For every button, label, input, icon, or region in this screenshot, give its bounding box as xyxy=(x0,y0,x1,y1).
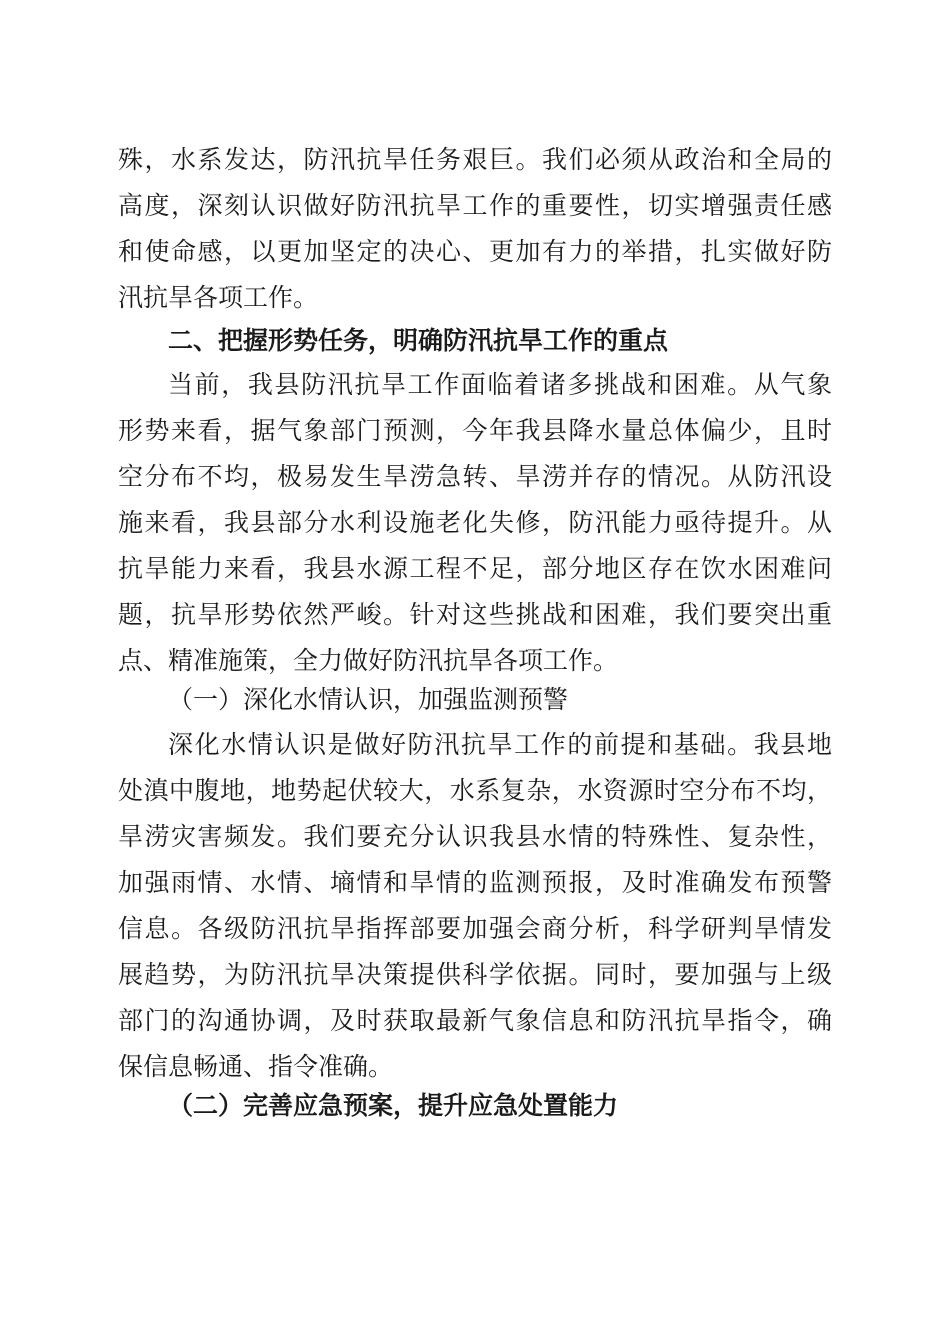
text-line: 题，抗旱形势依然严峻。针对这些挑战和困难，我们要突出重 xyxy=(118,600,832,629)
text-line: 空分布不均，极易发生旱涝急转、旱涝并存的情况。从防汛设 xyxy=(118,462,832,491)
text-line: 形势来看，据气象部门预测，今年我县降水量总体偏少，且时 xyxy=(118,416,832,445)
text-line: 汛抗旱各项工作。 xyxy=(118,283,319,312)
text-line: 和使命感，以更加坚定的决心、更加有力的举措，扎实做好防 xyxy=(118,237,832,266)
paragraph-situation xyxy=(118,362,832,684)
text-line: 高度，深刻认识做好防汛抗旱工作的重要性，切实增强责任感 xyxy=(118,191,832,220)
text-line: 深化水情认识是做好防汛抗旱工作的前提和基础。我县地 xyxy=(168,730,832,759)
text-line: 殊，水系发达，防汛抗旱任务艰巨。我们必须从政治和全局的 xyxy=(118,145,832,174)
text-line: 抗旱能力来看，我县水源工程不足，部分地区存在饮水困难问 xyxy=(118,554,832,583)
text-line: 展趋势，为防汛抗旱决策提供科学依据。同时，要加强与上级 xyxy=(118,960,832,989)
text-line: 保信息畅通、指令准确。 xyxy=(118,1052,394,1081)
text-line: 施来看，我县部分水利设施老化失修，防汛能力亟待提升。从 xyxy=(118,508,832,537)
subsection-heading-1: （一）深化水情认识，加强监测预警 xyxy=(168,685,569,714)
text-line: 信息。各级防汛抗旱指挥部要加强会商分析，科学研判旱情发 xyxy=(118,914,832,943)
text-line: 加强雨情、水情、墒情和旱情的监测预报，及时准确发布预警 xyxy=(118,868,832,897)
text-line: 当前，我县防汛抗旱工作面临着诸多挑战和困难。从气象 xyxy=(168,370,832,399)
text-line: 部门的沟通协调，及时获取最新气象信息和防汛抗旱指令，确 xyxy=(118,1006,832,1035)
subsection-heading-2: （二）完善应急预案，提升应急处置能力 xyxy=(168,1091,619,1120)
paragraph-intro xyxy=(118,137,832,321)
text-line: 旱涝灾害频发。我们要充分认识我县水情的特殊性、复杂性， xyxy=(118,822,832,851)
paragraph-water xyxy=(118,722,832,1090)
section-heading-2: 二、把握形势任务，明确防汛抗旱工作的重点 xyxy=(168,326,669,355)
text-line: 处滇中腹地，地势起伏较大，水系复杂，水资源时空分布不均， xyxy=(118,776,832,805)
text-line: 点、精准施策，全力做好防汛抗旱各项工作。 xyxy=(118,646,619,675)
